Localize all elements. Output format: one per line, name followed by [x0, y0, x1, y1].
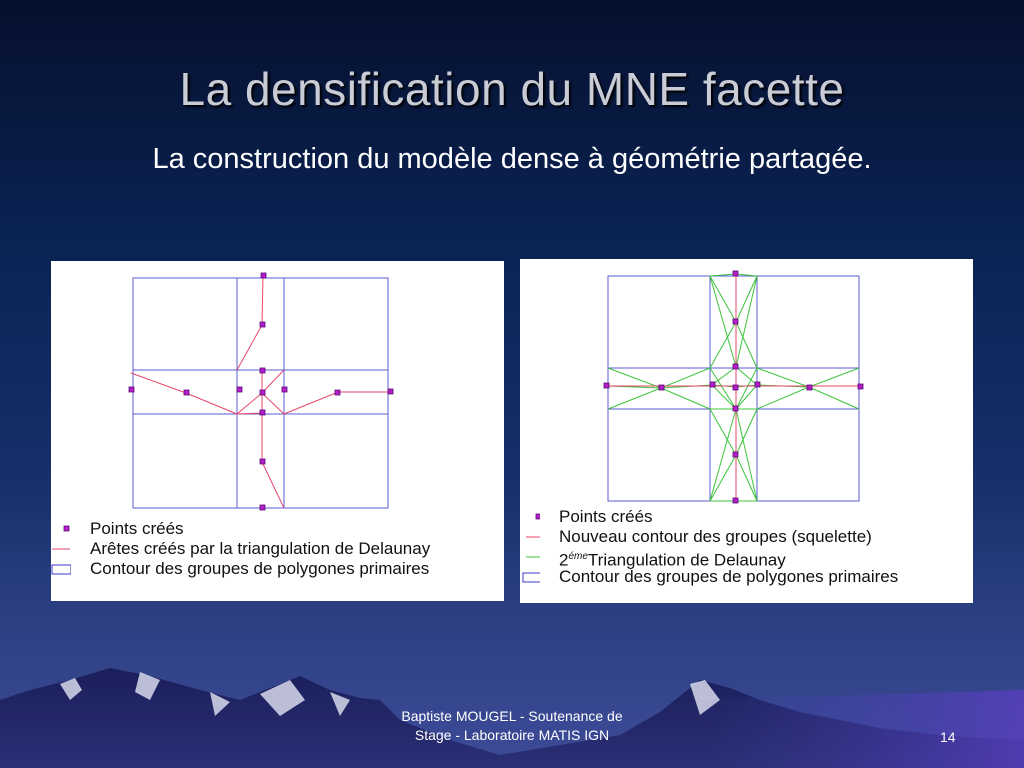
- point-marker-icon: [51, 519, 71, 539]
- polygon-top-right: [284, 278, 388, 370]
- legend-label: Contour des groupes de polygones primaires: [559, 567, 899, 586]
- legend-label-main: Triangulation de Delaunay: [587, 550, 786, 570]
- legend-item-skeleton: [520, 527, 973, 547]
- legend-label: Nouveau contour des groupes (squelette): [559, 527, 872, 546]
- legend-label: Points créés: [90, 519, 184, 538]
- legend-right: [520, 507, 973, 587]
- point: [858, 384, 863, 389]
- point: [260, 390, 265, 395]
- legend-item-edges: [51, 539, 504, 559]
- point: [261, 273, 266, 278]
- legend-item-points: [520, 507, 973, 527]
- point: [129, 387, 134, 392]
- legend-item-points: [51, 519, 504, 539]
- point: [733, 498, 738, 503]
- polygon-bottom-left: [133, 414, 237, 508]
- blue-rectangle-icon: [520, 567, 540, 587]
- polygon-top-left: [133, 278, 237, 370]
- green-line-icon: [520, 547, 540, 567]
- point: [710, 382, 715, 387]
- slide-title: La densification du MNE facette: [179, 63, 845, 115]
- edge-center: [262, 370, 284, 393]
- point: [260, 410, 265, 415]
- tri: [608, 368, 661, 409]
- legend-label: Arêtes créés par la triangulation de Delaunay: [90, 539, 431, 558]
- footer-line-2: Stage - Laboratoire MATIS IGN: [414, 727, 610, 743]
- legend-label-superscript: éme: [568, 551, 588, 562]
- point-marker-icon: [520, 507, 540, 527]
- figure-second-triangulation: [520, 259, 973, 603]
- polygon-bottom-right: [284, 414, 388, 508]
- tri: [661, 367, 859, 409]
- point: [604, 383, 609, 388]
- red-line-icon: [51, 539, 71, 559]
- slide-subtitle: La construction du modèle dense à géométrie partagée.: [152, 143, 872, 175]
- point: [260, 505, 265, 510]
- polygon-bottom-right: [757, 409, 859, 501]
- point: [733, 271, 738, 276]
- point: [282, 387, 287, 392]
- point: [260, 368, 265, 373]
- blue-rectangle-icon: [51, 559, 71, 579]
- polygon-top-left: [608, 276, 710, 368]
- footer-text: [362, 707, 662, 745]
- point: [733, 406, 738, 411]
- legend-left: [51, 519, 504, 579]
- footer-line-1: Baptiste MOUGEL - Soutenance de: [401, 708, 623, 724]
- page-number: 14: [940, 729, 956, 745]
- point: [388, 389, 393, 394]
- polygon-top-right: [757, 276, 859, 368]
- legend-label-prefix: 2: [559, 550, 569, 570]
- point: [733, 319, 738, 324]
- point: [733, 452, 738, 457]
- point: [733, 364, 738, 369]
- point: [260, 322, 265, 327]
- legend-label: Points créés: [559, 507, 653, 526]
- point: [184, 390, 189, 395]
- figure-delaunay-triangulation: [51, 261, 504, 601]
- point: [733, 385, 738, 390]
- red-line-icon: [520, 527, 540, 547]
- point: [755, 382, 760, 387]
- legend-item-second-triangulation: [520, 547, 973, 570]
- legend-label: Contour des groupes de polygones primaires: [90, 559, 430, 578]
- point: [659, 385, 664, 390]
- legend-item-contours: [520, 567, 973, 587]
- legend-item-contours: [51, 559, 504, 579]
- polygon-bottom-left: [608, 409, 710, 501]
- tri: [710, 322, 757, 368]
- point: [807, 385, 812, 390]
- point: [260, 459, 265, 464]
- point: [237, 387, 242, 392]
- point: [335, 390, 340, 395]
- edge-top-spine: [237, 275, 263, 370]
